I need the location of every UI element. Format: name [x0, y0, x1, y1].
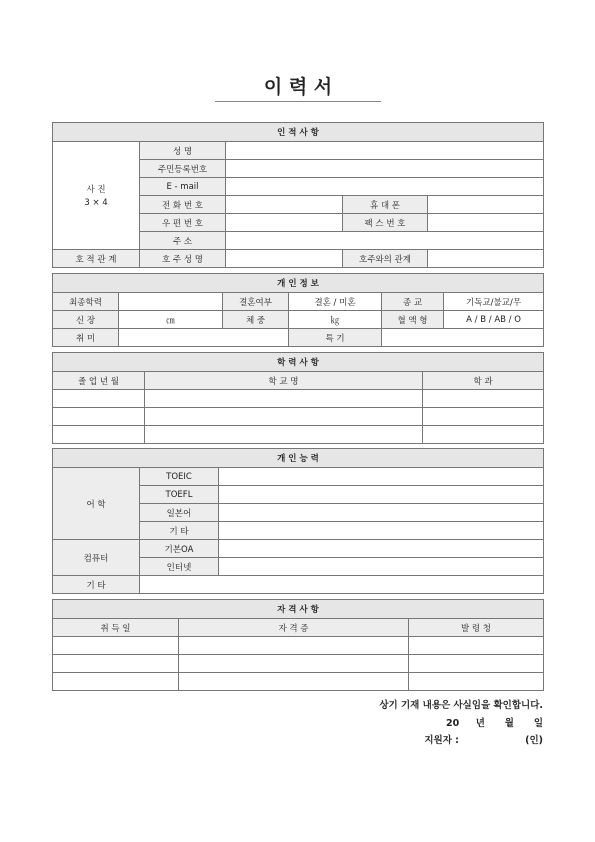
- language-other-label: 기 타: [140, 522, 219, 540]
- col-major: 학 과: [423, 372, 544, 390]
- signature-date: 20 년 월 일: [446, 718, 543, 729]
- postal-label: 우 편 번 호: [140, 214, 226, 232]
- profile-table: [52, 273, 544, 347]
- col-school-name: 학 교 명: [145, 372, 423, 390]
- issuer-cell[interactable]: [409, 655, 544, 673]
- col-acquired-date: 취 득 일: [53, 619, 179, 637]
- family-relation-label: 호 적 관 계: [53, 250, 140, 268]
- col-certificate: 자 격 증: [179, 619, 409, 637]
- computer-label: 컴퓨터: [53, 540, 140, 576]
- blood-field[interactable]: A / B / AB / O: [444, 311, 544, 329]
- ability-header: 개 인 능 력: [53, 449, 544, 468]
- address-label: 주 소: [140, 232, 226, 250]
- skill-field[interactable]: [382, 329, 544, 347]
- postal-field[interactable]: [226, 214, 343, 232]
- toeic-field[interactable]: [219, 468, 544, 486]
- religion-field[interactable]: 기독교/불교/무: [444, 293, 544, 311]
- phone-label: 전 화 번 호: [140, 196, 226, 214]
- ability-other-field[interactable]: [140, 576, 544, 594]
- marital-field[interactable]: 결혼 / 미혼: [289, 293, 382, 311]
- personal-info-table: [52, 122, 544, 268]
- education-header: 학 력 사 항: [53, 353, 544, 372]
- table-row: [53, 390, 544, 408]
- resident-no-field[interactable]: [226, 160, 544, 178]
- ability-other-label: 기 타: [53, 576, 140, 594]
- phone-field[interactable]: [226, 196, 343, 214]
- major-cell[interactable]: [423, 426, 544, 444]
- photo-size: 3 × 4: [84, 198, 108, 208]
- col-graduation-date: 졸 업 년 월: [53, 372, 145, 390]
- table-row: [53, 655, 544, 673]
- weight-field[interactable]: ㎏: [289, 311, 382, 329]
- applicant-signature: 지원자 : (인): [424, 735, 543, 746]
- height-field[interactable]: ㎝: [119, 311, 223, 329]
- language-other-field[interactable]: [219, 522, 544, 540]
- japanese-label: 일본어: [140, 504, 219, 522]
- document-title: 이 력 서: [263, 76, 333, 98]
- major-cell[interactable]: [423, 390, 544, 408]
- household-head-field[interactable]: [226, 250, 343, 268]
- school-name-cell[interactable]: [145, 426, 423, 444]
- issuer-cell[interactable]: [409, 637, 544, 655]
- address-field[interactable]: [226, 232, 544, 250]
- fax-field[interactable]: [428, 214, 544, 232]
- head-relation-field[interactable]: [428, 250, 544, 268]
- title-underline: [215, 101, 381, 102]
- personal-info-header: 인 적 사 항: [53, 123, 544, 142]
- certificate-cell[interactable]: [179, 655, 409, 673]
- confirmation-text: 상기 기재 내용은 사실임을 확인합니다.: [379, 700, 543, 711]
- name-field[interactable]: [226, 142, 544, 160]
- email-label: E - mail: [140, 178, 226, 196]
- toefl-label: TOEFL: [140, 486, 219, 504]
- col-issuer: 발 령 청: [409, 619, 544, 637]
- name-label: 성 명: [140, 142, 226, 160]
- certificate-cell[interactable]: [179, 637, 409, 655]
- education-level-field[interactable]: [119, 293, 223, 311]
- basic-oa-field[interactable]: [219, 540, 544, 558]
- graduation-date-cell[interactable]: [53, 426, 145, 444]
- mobile-label: 휴 대 폰: [343, 196, 428, 214]
- toefl-field[interactable]: [219, 486, 544, 504]
- religion-label: 종 교: [382, 293, 444, 311]
- acquired-date-cell[interactable]: [53, 637, 179, 655]
- ability-table: [52, 448, 544, 594]
- school-name-cell[interactable]: [145, 390, 423, 408]
- table-row: [53, 637, 544, 655]
- table-row: [53, 426, 544, 444]
- profile-header: 개 인 정 보: [53, 274, 544, 293]
- graduation-date-cell[interactable]: [53, 390, 145, 408]
- internet-field[interactable]: [219, 558, 544, 576]
- issuer-cell[interactable]: [409, 673, 544, 691]
- school-name-cell[interactable]: [145, 408, 423, 426]
- marital-label: 결혼여부: [223, 293, 289, 311]
- weight-label: 체 중: [223, 311, 289, 329]
- resident-no-label: 주민등록번호: [140, 160, 226, 178]
- photo-box: [53, 142, 140, 250]
- mobile-field[interactable]: [428, 196, 544, 214]
- acquired-date-cell[interactable]: [53, 673, 179, 691]
- household-head-label: 호 주 성 명: [140, 250, 226, 268]
- language-label: 어 학: [53, 468, 140, 540]
- acquired-date-cell[interactable]: [53, 655, 179, 673]
- certification-table: [52, 599, 544, 691]
- table-row: [53, 408, 544, 426]
- skill-label: 특 기: [289, 329, 382, 347]
- hobby-label: 취 미: [53, 329, 119, 347]
- education-table: [52, 352, 544, 444]
- internet-label: 인터넷: [140, 558, 219, 576]
- education-level-label: 최종학력: [53, 293, 119, 311]
- hobby-field[interactable]: [119, 329, 289, 347]
- photo-label: 사 진: [86, 185, 106, 195]
- japanese-field[interactable]: [219, 504, 544, 522]
- major-cell[interactable]: [423, 408, 544, 426]
- table-row: [53, 673, 544, 691]
- email-field[interactable]: [226, 178, 544, 196]
- head-relation-label: 호주와의 관계: [343, 250, 428, 268]
- blood-label: 혈 액 형: [382, 311, 444, 329]
- height-label: 신 장: [53, 311, 119, 329]
- certificate-cell[interactable]: [179, 673, 409, 691]
- toeic-label: TOEIC: [140, 468, 219, 486]
- fax-label: 팩 스 번 호: [343, 214, 428, 232]
- graduation-date-cell[interactable]: [53, 408, 145, 426]
- certification-header: 자 격 사 항: [53, 600, 544, 619]
- basic-oa-label: 기본OA: [140, 540, 219, 558]
